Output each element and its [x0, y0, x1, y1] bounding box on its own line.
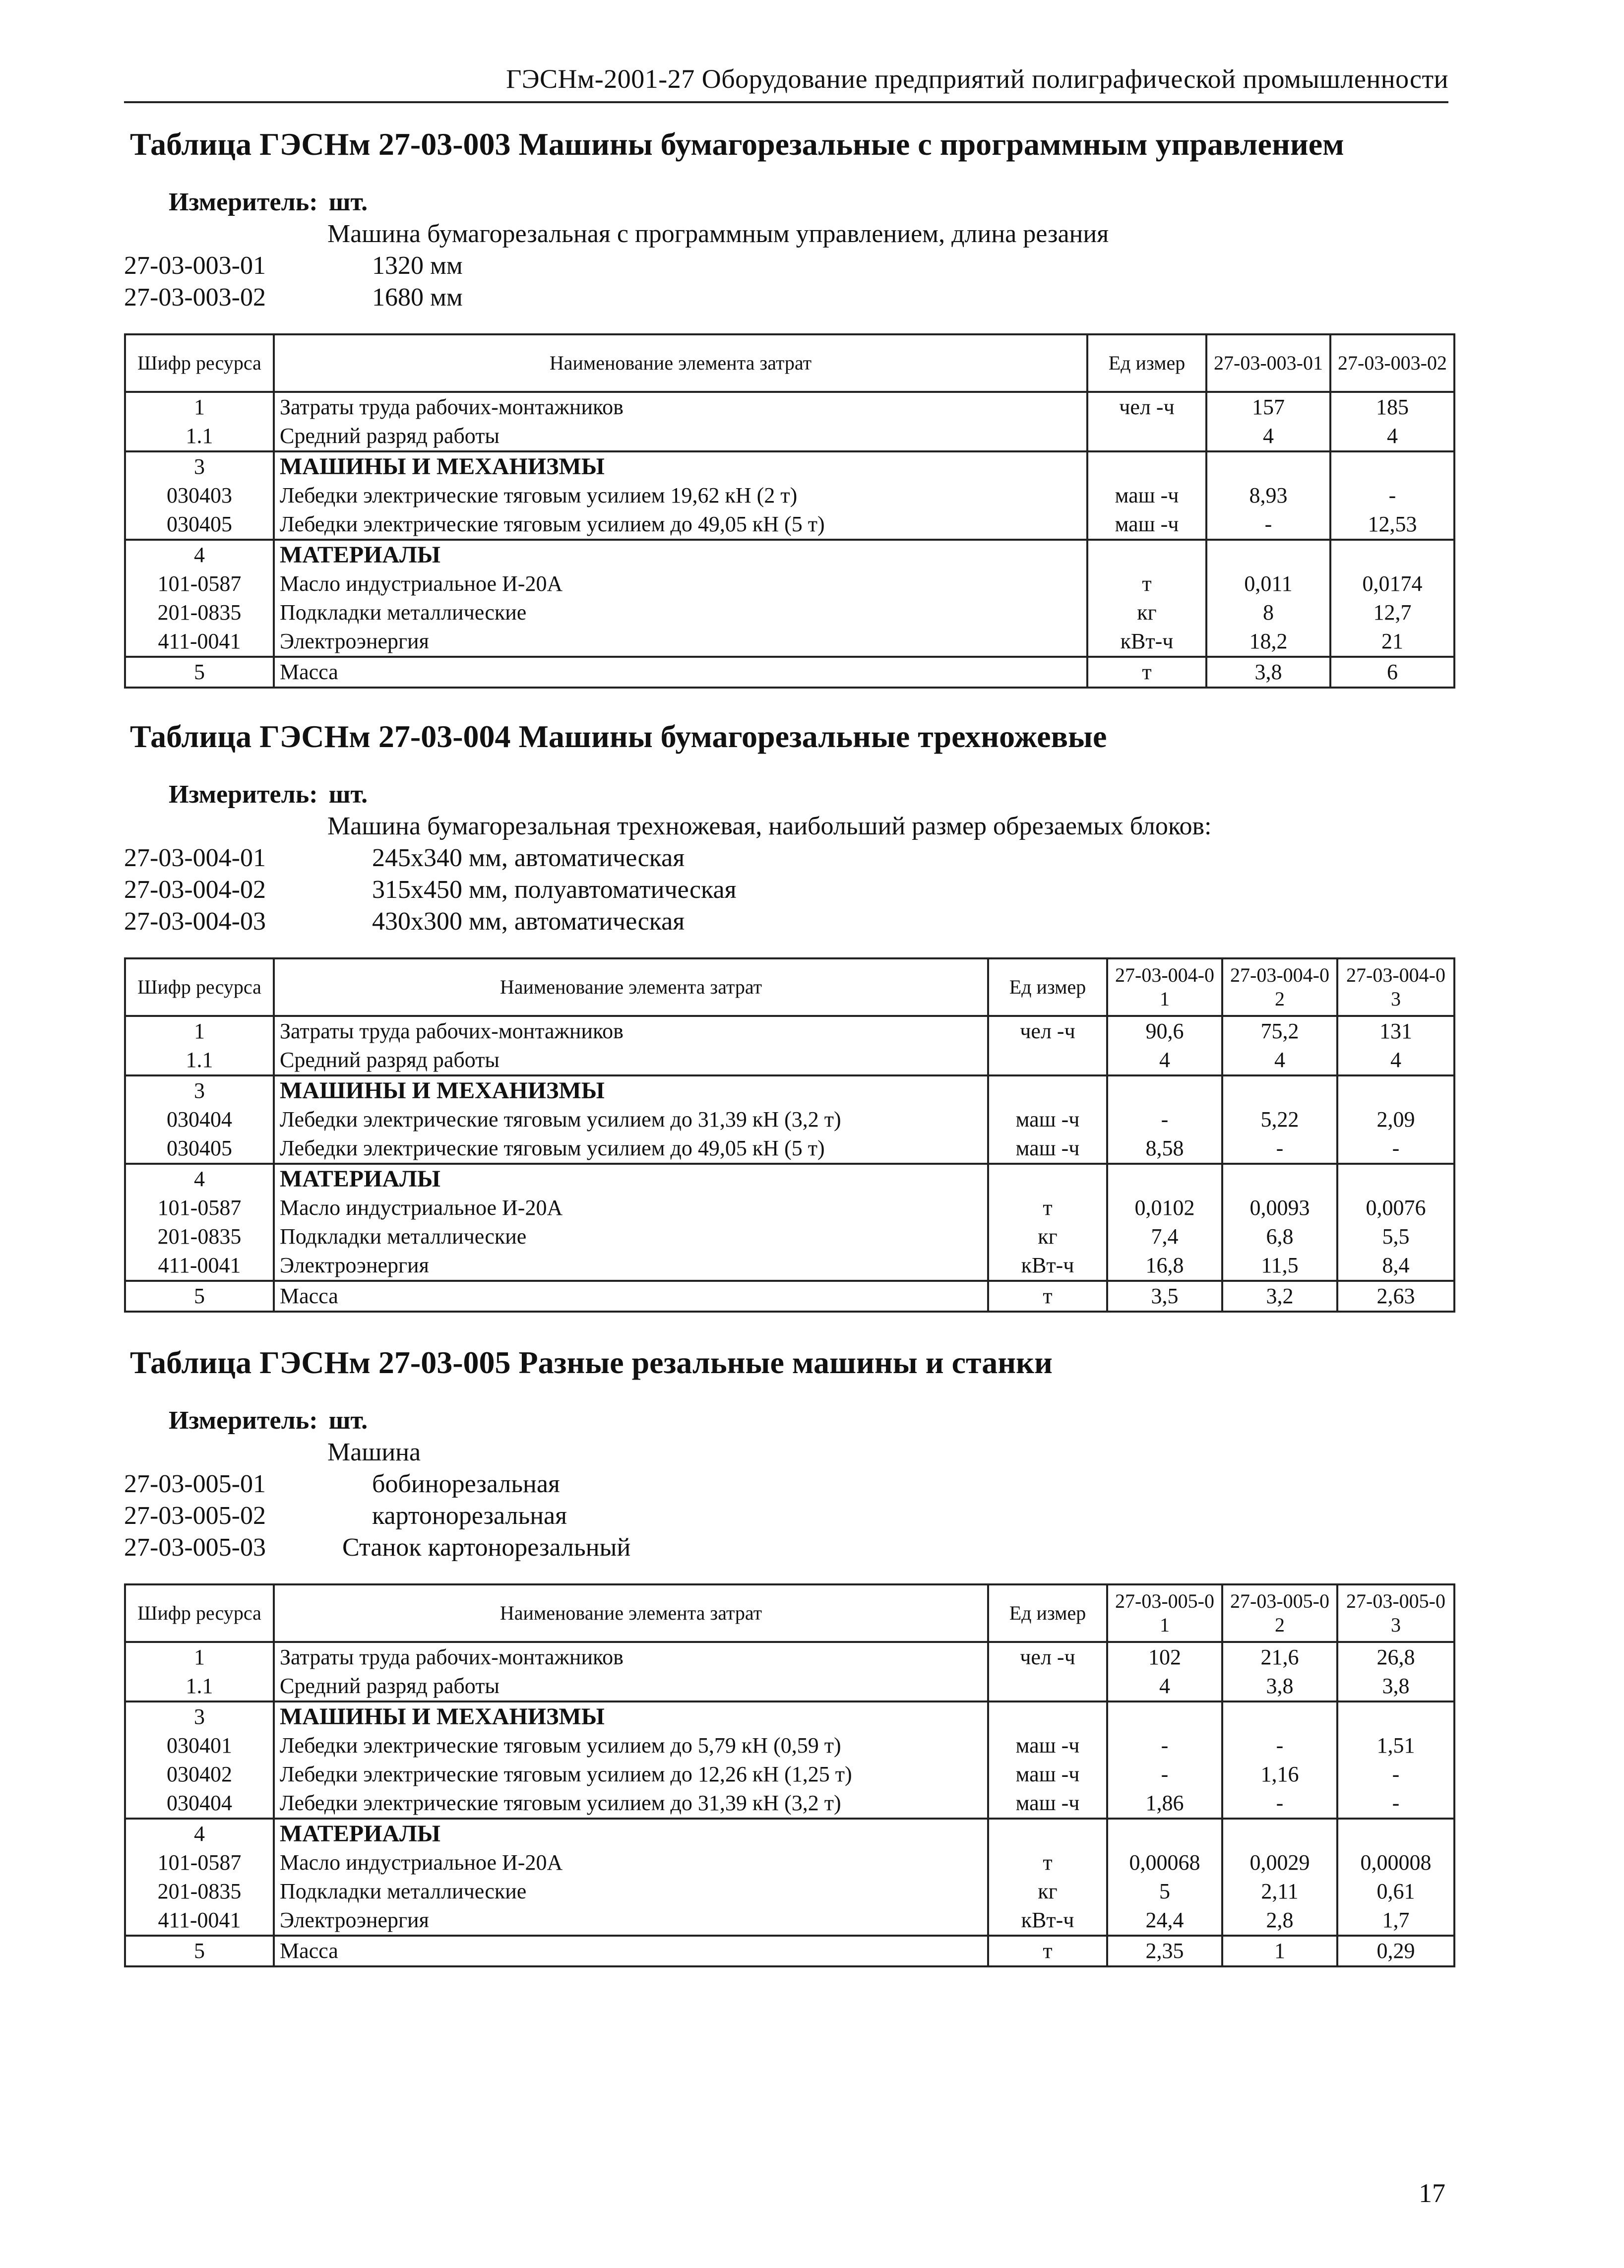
resource-code: 411-0041 [125, 1251, 274, 1281]
header-row [125, 1584, 1454, 1642]
norm-value: 75,2 [1222, 1016, 1337, 1046]
resource-unit: т [988, 1848, 1107, 1877]
resource-unit [988, 1046, 1107, 1075]
resource-unit: т [988, 1936, 1107, 1966]
resource-name: Подкладки металлические [274, 1222, 988, 1251]
norm-value: - [1107, 1731, 1222, 1760]
resource-code: 3 [125, 1701, 274, 1731]
col-header-unit: Ед измер [988, 1584, 1107, 1642]
resource-unit [988, 1164, 1107, 1194]
norm-table-section [124, 718, 1453, 1313]
norm-value: 5,22 [1222, 1105, 1337, 1134]
resource-unit: маш -ч [988, 1760, 1107, 1789]
resource-name: Лебедки электрические тяговым усилием до 31,39 кН (3,2 т) [274, 1789, 988, 1819]
table-row [125, 540, 1454, 569]
norm-value: 1 [1222, 1936, 1337, 1966]
table-row [125, 1936, 1454, 1966]
norm-value: 2,09 [1337, 1105, 1454, 1134]
table-row [125, 481, 1454, 510]
resource-code: 030404 [125, 1105, 274, 1134]
equipment-item [124, 906, 1453, 938]
norm-table [124, 1583, 1455, 1967]
norm-value: 2,63 [1337, 1281, 1454, 1312]
header-row [125, 958, 1454, 1016]
norm-value: 3,2 [1222, 1281, 1337, 1312]
norm-value: - [1337, 1760, 1454, 1789]
resource-unit: кг [988, 1222, 1107, 1251]
resource-unit [1087, 451, 1206, 481]
resource-code: 411-0041 [125, 627, 274, 657]
norm-value: - [1107, 1760, 1222, 1789]
norm-value: 16,8 [1107, 1251, 1222, 1281]
norm-value: 0,00008 [1337, 1848, 1454, 1877]
equipment-intro: Машина бумагорезальная с программным управлением, длина резания [327, 220, 1109, 248]
norm-value: - [1222, 1134, 1337, 1164]
resource-code: 4 [125, 1164, 274, 1194]
norm-value [1222, 1819, 1337, 1848]
resource-name: Средний разряд работы [274, 1046, 988, 1075]
resource-unit: маш -ч [988, 1134, 1107, 1164]
resource-code: 1.1 [125, 1672, 274, 1701]
table-meta [124, 1405, 1453, 1564]
resource-unit [1087, 540, 1206, 569]
col-header-code: Шифр ресурса [125, 1584, 274, 1642]
resource-name: Подкладки металлические [274, 598, 1087, 627]
norm-value: 3,8 [1337, 1672, 1454, 1701]
norm-value: 7,4 [1107, 1222, 1222, 1251]
table-meta [124, 779, 1453, 938]
table-row [125, 1672, 1454, 1701]
equipment-desc: 245x340 мм, автоматическая [372, 844, 685, 872]
equipment-desc: 430x300 мм, автоматическая [372, 907, 685, 936]
header-row [125, 334, 1454, 392]
table-row [125, 1134, 1454, 1164]
norm-value: 5,5 [1337, 1222, 1454, 1251]
equipment-item [124, 1532, 1453, 1564]
table-row [125, 598, 1454, 627]
resource-name: Лебедки электрические тяговым усилием до 31,39 кН (3,2 т) [274, 1105, 988, 1134]
resource-name: Электроэнергия [274, 627, 1087, 657]
equipment-desc: 1680 мм [372, 283, 463, 312]
norm-value [1206, 451, 1330, 481]
resource-name: Масло индустриальное И-20А [274, 1848, 988, 1877]
table-title: Таблица ГЭСНм 27-03-005 Разные резальные машины и станки [130, 1345, 1053, 1380]
table-row [125, 1075, 1454, 1105]
norm-value: 2,8 [1222, 1906, 1337, 1936]
resource-name: Масса [274, 1281, 988, 1312]
norm-value [1107, 1164, 1222, 1194]
norm-value [1337, 1075, 1454, 1105]
resource-name: Лебедки электрические тяговым усилием 19,62 кН (2 т) [274, 481, 1087, 510]
resource-unit: маш -ч [1087, 481, 1206, 510]
equipment-item [124, 842, 1453, 874]
col-header-norm: 27-03-003-01 [1206, 334, 1330, 392]
table-row [125, 627, 1454, 657]
equipment-item [124, 1500, 1453, 1532]
table-title: Таблица ГЭСНм 27-03-003 Машины бумагорезальные с программным управлением [130, 126, 1344, 162]
resource-unit: маш -ч [988, 1789, 1107, 1819]
norm-value [1222, 1164, 1337, 1194]
equipment-intro: Машина [327, 1438, 421, 1466]
resource-code: 5 [125, 657, 274, 688]
norm-value: 6 [1330, 657, 1454, 688]
resource-code: 4 [125, 540, 274, 569]
norm-value: 11,5 [1222, 1251, 1337, 1281]
norm-value: - [1337, 1134, 1454, 1164]
resource-unit: кг [988, 1877, 1107, 1906]
resource-code: 101-0587 [125, 569, 274, 598]
resource-unit: чел -ч [988, 1016, 1107, 1046]
norm-value: 8,4 [1337, 1251, 1454, 1281]
norm-value: 102 [1107, 1642, 1222, 1672]
resource-unit [988, 1672, 1107, 1701]
norm-value [1222, 1701, 1337, 1731]
resource-name: Масса [274, 657, 1087, 688]
resource-unit [988, 1075, 1107, 1105]
resource-name: Лебедки электрические тяговым усилием до 12,26 кН (1,25 т) [274, 1760, 988, 1789]
norm-value: 1,16 [1222, 1760, 1337, 1789]
col-header-name: Наименование элемента затрат [274, 1584, 988, 1642]
norm-value: 4 [1107, 1672, 1222, 1701]
resource-code: 030405 [125, 1134, 274, 1164]
table-row [125, 510, 1454, 540]
resource-name: Подкладки металлические [274, 1877, 988, 1906]
resource-code: 1 [125, 1016, 274, 1046]
col-header-norm: 27-03-005-02 [1222, 1584, 1337, 1642]
norm-value: 12,53 [1330, 510, 1454, 540]
resource-code: 5 [125, 1281, 274, 1312]
resource-name: Лебедки электрические тяговым усилием до 49,05 кН (5 т) [274, 1134, 988, 1164]
resource-unit: маш -ч [988, 1731, 1107, 1760]
table-row [125, 1046, 1454, 1075]
resource-unit: кВт-ч [1087, 627, 1206, 657]
norm-value: 18,2 [1206, 627, 1330, 657]
norm-value: 12,7 [1330, 598, 1454, 627]
running-header: ГЭСНм-2001-27 Оборудование предприятий полиграфической промышленности [124, 63, 1448, 103]
norm-value: 8,58 [1107, 1134, 1222, 1164]
norm-value: 0,0093 [1222, 1194, 1337, 1222]
col-header-norm: 27-03-005-03 [1337, 1584, 1454, 1642]
equipment-desc: картонорезальная [372, 1502, 567, 1530]
measure-line [124, 1405, 1453, 1437]
equipment-item [124, 1468, 1453, 1500]
table-row [125, 1164, 1454, 1194]
table-row [125, 392, 1454, 422]
norm-value: 21,6 [1222, 1642, 1337, 1672]
col-header-name: Наименование элемента затрат [274, 334, 1087, 392]
norm-table-section [124, 1344, 1453, 1967]
table-row [125, 1848, 1454, 1877]
table-row [125, 1105, 1454, 1134]
resource-name: Электроэнергия [274, 1906, 988, 1936]
resource-unit: маш -ч [1087, 510, 1206, 540]
norm-value: 3,8 [1206, 657, 1330, 688]
norm-value: 4 [1107, 1046, 1222, 1075]
measure-label: Измеритель: [169, 188, 318, 216]
table-row [125, 569, 1454, 598]
resource-name: МАТЕРИАЛЫ [274, 1819, 988, 1848]
equipment-intro: Машина бумагорезальная трехножевая, наибольший размер обрезаемых блоков: [327, 812, 1212, 840]
resource-unit: т [988, 1281, 1107, 1312]
table-row [125, 1731, 1454, 1760]
equipment-code: 27-03-005-03 [124, 1533, 266, 1562]
resource-name: МАТЕРИАЛЫ [274, 1164, 988, 1194]
norm-value: 0,011 [1206, 569, 1330, 598]
table-row [125, 1789, 1454, 1819]
resource-code: 030401 [125, 1731, 274, 1760]
table-row [125, 422, 1454, 451]
norm-value: - [1107, 1105, 1222, 1134]
norm-value: 3,8 [1222, 1672, 1337, 1701]
norm-value [1222, 1075, 1337, 1105]
norm-value: 5 [1107, 1877, 1222, 1906]
norm-value [1107, 1819, 1222, 1848]
resource-code: 1 [125, 1642, 274, 1672]
norm-value: 4 [1206, 422, 1330, 451]
norm-value: 0,0029 [1222, 1848, 1337, 1877]
col-header-norm: 27-03-003-02 [1330, 334, 1454, 392]
resource-unit: кВт-ч [988, 1906, 1107, 1936]
norm-value: 3,5 [1107, 1281, 1222, 1312]
norm-value: 185 [1330, 392, 1454, 422]
norm-value [1337, 1701, 1454, 1731]
norm-value [1107, 1701, 1222, 1731]
resource-code: 201-0835 [125, 1222, 274, 1251]
norm-value: 1,51 [1337, 1731, 1454, 1760]
col-header-code: Шифр ресурса [125, 334, 274, 392]
equipment-code: 27-03-003-01 [124, 252, 266, 280]
table-row [125, 1281, 1454, 1312]
resource-name: Масло индустриальное И-20А [274, 1194, 988, 1222]
norm-value: 2,35 [1107, 1936, 1222, 1966]
table-row [125, 1642, 1454, 1672]
norm-table [124, 333, 1455, 689]
norm-value: 157 [1206, 392, 1330, 422]
resource-name: Лебедки электрические тяговым усилием до 5,79 кН (0,59 т) [274, 1731, 988, 1760]
col-header-unit: Ед измер [1087, 334, 1206, 392]
equipment-item [124, 874, 1453, 906]
resource-code: 1.1 [125, 422, 274, 451]
resource-code: 3 [125, 1075, 274, 1105]
norm-value: 24,4 [1107, 1906, 1222, 1936]
norm-table-section [124, 126, 1453, 689]
resource-unit: т [988, 1194, 1107, 1222]
page-number: 17 [1419, 2178, 1445, 2208]
table-meta [124, 187, 1453, 314]
measure-label: Измеритель: [169, 780, 318, 809]
table-row [125, 1701, 1454, 1731]
equipment-desc: бобинорезальная [372, 1470, 560, 1498]
equipment-desc: Станок картонорезальный [342, 1533, 631, 1562]
resource-code: 030404 [125, 1789, 274, 1819]
resource-name: Электроэнергия [274, 1251, 988, 1281]
resource-code: 030405 [125, 510, 274, 540]
measure-unit: шт. [328, 780, 368, 809]
table-row [125, 1251, 1454, 1281]
resource-unit: чел -ч [1087, 392, 1206, 422]
norm-value: 1,7 [1337, 1906, 1454, 1936]
table-row [125, 1194, 1454, 1222]
resource-name: Масло индустриальное И-20А [274, 569, 1087, 598]
resource-code: 201-0835 [125, 598, 274, 627]
resource-name: МАШИНЫ И МЕХАНИЗМЫ [274, 1701, 988, 1731]
norm-value: 8,93 [1206, 481, 1330, 510]
resource-name: Масса [274, 1936, 988, 1966]
norm-value: - [1337, 1789, 1454, 1819]
resource-code: 201-0835 [125, 1877, 274, 1906]
norm-value: 2,11 [1222, 1877, 1337, 1906]
col-header-name: Наименование элемента затрат [274, 958, 988, 1016]
norm-value: 8 [1206, 598, 1330, 627]
resource-name: Затраты труда рабочих-монтажников [274, 1642, 988, 1672]
resource-name: МАШИНЫ И МЕХАНИЗМЫ [274, 1075, 988, 1105]
resource-unit: т [1087, 657, 1206, 688]
equipment-item [124, 250, 1453, 282]
table-row [125, 1222, 1454, 1251]
resource-name: МАШИНЫ И МЕХАНИЗМЫ [274, 451, 1087, 481]
table-row [125, 1819, 1454, 1848]
norm-table [124, 957, 1455, 1313]
norm-value: 0,00068 [1107, 1848, 1222, 1877]
resource-name: Лебедки электрические тяговым усилием до 49,05 кН (5 т) [274, 510, 1087, 540]
table-row [125, 1877, 1454, 1906]
equipment-item [124, 282, 1453, 314]
resource-code: 5 [125, 1936, 274, 1966]
resource-unit: кг [1087, 598, 1206, 627]
norm-value: 21 [1330, 627, 1454, 657]
col-header-norm: 27-03-004-03 [1337, 958, 1454, 1016]
resource-code: 101-0587 [125, 1194, 274, 1222]
table-row [125, 657, 1454, 688]
resource-unit: чел -ч [988, 1642, 1107, 1672]
col-header-unit: Ед измер [988, 958, 1107, 1016]
resource-unit: маш -ч [988, 1105, 1107, 1134]
measure-line [124, 187, 1453, 218]
norm-value [1337, 1819, 1454, 1848]
norm-value [1330, 540, 1454, 569]
table-row [125, 1016, 1454, 1046]
resource-code: 4 [125, 1819, 274, 1848]
equipment-code: 27-03-004-03 [124, 907, 266, 936]
resource-name: Средний разряд работы [274, 1672, 988, 1701]
norm-value: 4 [1222, 1046, 1337, 1075]
norm-value: 6,8 [1222, 1222, 1337, 1251]
table-title: Таблица ГЭСНм 27-03-004 Машины бумагорезальные трехножевые [130, 719, 1107, 754]
norm-value [1107, 1075, 1222, 1105]
measure-unit: шт. [328, 1406, 368, 1435]
table-row [125, 1760, 1454, 1789]
table-row [125, 451, 1454, 481]
equipment-code: 27-03-004-01 [124, 844, 266, 872]
norm-value: 4 [1337, 1046, 1454, 1075]
table-row [125, 1906, 1454, 1936]
norm-value: - [1222, 1789, 1337, 1819]
resource-code: 411-0041 [125, 1906, 274, 1936]
resource-code: 101-0587 [125, 1848, 274, 1877]
resource-name: Затраты труда рабочих-монтажников [274, 1016, 988, 1046]
norm-value: 0,29 [1337, 1936, 1454, 1966]
norm-value: 0,0174 [1330, 569, 1454, 598]
resource-unit [1087, 422, 1206, 451]
measure-line [124, 779, 1453, 811]
resource-unit [988, 1701, 1107, 1731]
norm-value [1337, 1164, 1454, 1194]
resource-name: Затраты труда рабочих-монтажников [274, 392, 1087, 422]
norm-value: 0,0102 [1107, 1194, 1222, 1222]
equipment-desc: 1320 мм [372, 252, 463, 280]
norm-value: 1,86 [1107, 1789, 1222, 1819]
equipment-code: 27-03-005-02 [124, 1502, 266, 1530]
resource-name: МАТЕРИАЛЫ [274, 540, 1087, 569]
measure-label: Измеритель: [169, 1406, 318, 1435]
norm-value: 90,6 [1107, 1016, 1222, 1046]
equipment-code: 27-03-003-02 [124, 283, 266, 312]
norm-value: 131 [1337, 1016, 1454, 1046]
resource-code: 1 [125, 392, 274, 422]
resource-name: Средний разряд работы [274, 422, 1087, 451]
norm-value: 0,61 [1337, 1877, 1454, 1906]
norm-value: 0,0076 [1337, 1194, 1454, 1222]
norm-value: 26,8 [1337, 1642, 1454, 1672]
col-header-norm: 27-03-004-02 [1222, 958, 1337, 1016]
resource-code: 030403 [125, 481, 274, 510]
resource-code: 1.1 [125, 1046, 274, 1075]
resource-unit [988, 1819, 1107, 1848]
norm-value: - [1222, 1731, 1337, 1760]
resource-unit: т [1087, 569, 1206, 598]
col-header-norm: 27-03-005-01 [1107, 1584, 1222, 1642]
norm-value: 4 [1330, 422, 1454, 451]
norm-value: - [1330, 481, 1454, 510]
norm-value: - [1206, 510, 1330, 540]
resource-code: 030402 [125, 1760, 274, 1789]
col-header-norm: 27-03-004-01 [1107, 958, 1222, 1016]
col-header-code: Шифр ресурса [125, 958, 274, 1016]
resource-code: 3 [125, 451, 274, 481]
measure-unit: шт. [328, 188, 368, 216]
norm-value [1330, 451, 1454, 481]
equipment-desc: 315x450 мм, полуавтоматическая [372, 876, 737, 904]
equipment-code: 27-03-004-02 [124, 876, 266, 904]
resource-unit: кВт-ч [988, 1251, 1107, 1281]
norm-value [1206, 540, 1330, 569]
equipment-code: 27-03-005-01 [124, 1470, 266, 1498]
